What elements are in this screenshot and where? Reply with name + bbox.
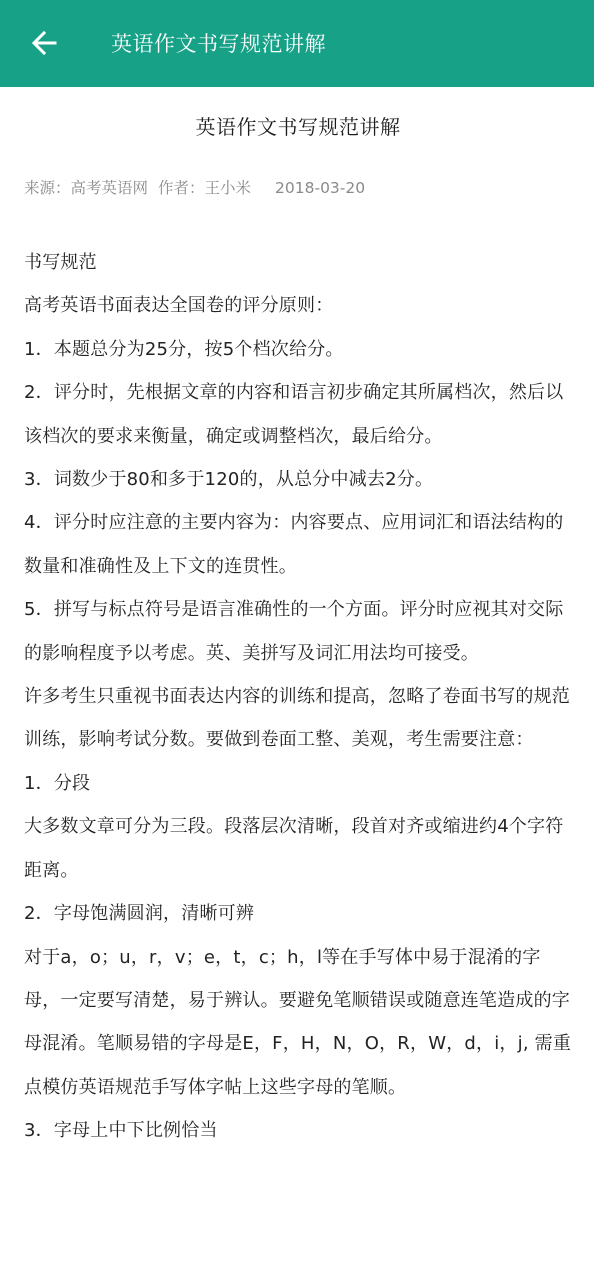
paragraph: 大多数文章可分为三段。段落层次清晰，段首对齐或缩进约4个字符距离。 <box>24 816 564 881</box>
paragraph: 4．评分时应注意的主要内容为：内容要点、应用词汇和语法结构的数量和准确性及上下文的连贯性。 <box>24 512 564 577</box>
arrow-left-icon <box>30 29 58 57</box>
article-title: 英语作文书写规范讲解 <box>195 115 401 139</box>
article-date: 2018-03-20 <box>275 179 366 197</box>
paragraph: 书写规范 <box>24 252 97 273</box>
article-meta <box>24 177 572 199</box>
paragraph: 5．拼写与标点符号是语言准确性的一个方面。评分时应视其对交际的影响程度予以考虑。英、美拼写及词汇用法均可接受。 <box>24 599 564 664</box>
article-body <box>24 241 572 1153</box>
paragraph: 2．评分时，先根据文章的内容和语言初步确定其所属档次，然后以该档次的要求来衡量，确定或调整档次，最后给分。 <box>24 382 564 447</box>
paragraph: 许多考生只重视书面表达内容的训练和提高，忽略了卷面书写的规范训练，影响考试分数。要做到卷面工整、美观，考生需要注意： <box>24 686 570 751</box>
article <box>24 87 572 1153</box>
article-source: 来源：高考英语网 <box>24 179 149 197</box>
paragraph: 2．字母饱满圆润，清晰可辨 <box>24 903 255 925</box>
paragraph: 3．字母上中下比例恰当 <box>24 1120 218 1142</box>
back-button[interactable] <box>28 27 60 59</box>
paragraph: 1．分段 <box>24 772 91 794</box>
paragraph: 1．本题总分为25分，按5个档次给分。 <box>24 338 344 360</box>
paragraph: 对于a，o；u，r，v；e，t，c；h，l等在手写体中易于混淆的字母，一定要写清楚，易于辨认。要避免笔顺错误或随意连笔造成的字母混淆。笔顺易错的字母是E，F，H，N，O，R，W，d，i，j, 需重点模仿英语规范手写体字帖上这些字母的笔顺。 <box>24 946 572 1098</box>
app-bar-title: 英语作文书写规范讲解 <box>111 32 326 56</box>
article-author: 作者：王小米 <box>158 179 252 197</box>
app-bar <box>0 0 594 87</box>
paragraph: 高考英语书面表达全国卷的评分原则： <box>24 295 334 317</box>
paragraph: 3．词数少于80和多于120的，从总分中减去2分。 <box>24 469 434 491</box>
